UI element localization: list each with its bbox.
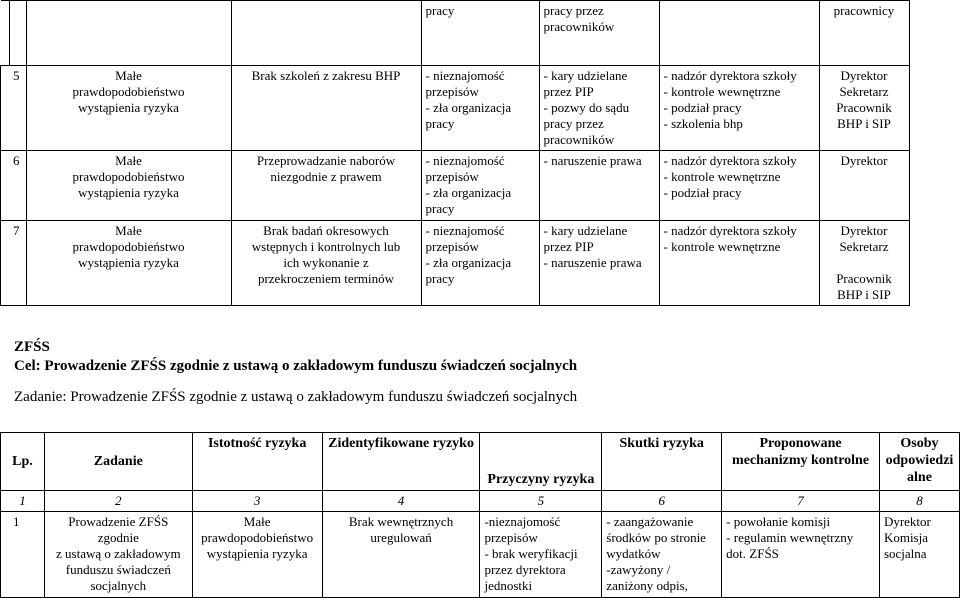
cell-persons: pracownicy [819, 1, 909, 66]
column-number: 3 [192, 491, 322, 512]
column-number: 6 [602, 491, 722, 512]
cell-effects: - kary udzielane przez PIP - pozwy do sądu pracy przez pracowników [539, 66, 659, 151]
cell-causes: pracy [421, 1, 539, 66]
cell-causes: - nieznajomość przepisów - zła organizacja pracy [421, 151, 539, 221]
cell-effects: - zaangażowanie środków po stronie wydatków -zawyżony / zaniżony odpis, [602, 512, 722, 598]
cell-persons: Dyrektor Komisja socjalna [879, 512, 959, 598]
table-row [1, 512, 960, 598]
section-task [14, 388, 944, 407]
header-task: Zadanie [44, 433, 192, 491]
cell-empty [231, 1, 421, 66]
column-number: 7 [722, 491, 880, 512]
cell-causes: - nieznajomość przepisów - zła organizacja pracy [421, 221, 539, 306]
cell-controls: - nadzór dyrektora szkoły - kontrole wewnętrzne [659, 221, 819, 306]
cell-risk: Brak badań okresowych wstępnych i kontrolnych lub ich wykonanie z przekroczeniem terminów [231, 221, 421, 306]
cell-empty [9, 1, 26, 66]
column-number: 2 [44, 491, 192, 512]
cell-effects: - naruszenie prawa [539, 151, 659, 221]
header-causes: Przyczyny ryzyka [480, 433, 602, 491]
column-number-row [1, 491, 960, 512]
cell-causes: - nieznajomość przepisów - zła organizacja pracy [421, 66, 539, 151]
column-number: 1 [1, 491, 45, 512]
header-lp: Lp. [1, 433, 45, 491]
column-number: 4 [322, 491, 480, 512]
cell-probability: Małe prawdopodobieństwo wystąpienia ryzyka [26, 151, 231, 221]
cell-empty [1, 1, 10, 66]
header-mechanisms: Proponowane mechanizmy kontrolne [722, 433, 880, 491]
cell-risk: Brak szkoleń z zakresu BHP [231, 66, 421, 151]
header-identified-risk: Zidentyfikowane ryzyko [322, 433, 480, 491]
cell-identified-risk: Brak wewnętrznych uregulowań [322, 512, 480, 598]
cell-causes: -nieznajomość przepisów - brak weryfikacji przez dyrektora jednostki [480, 512, 602, 598]
cell-probability: Małe prawdopodobieństwo wystąpienia ryzyka [26, 66, 231, 151]
cell-mechanisms: - powołanie komisji - regulamin wewnętrzny dot. ZFŚS [722, 512, 880, 598]
cell-lp: 6 [1, 151, 27, 221]
cell-persons: Dyrektor [819, 151, 909, 221]
column-number: 5 [480, 491, 602, 512]
cell-controls [659, 1, 819, 66]
table-row [1, 221, 910, 306]
cell-persons: Dyrektor Sekretarz Pracownik BHP i SIP [819, 221, 909, 306]
risk-table-zfss [0, 432, 960, 598]
table-row [1, 151, 910, 221]
cell-risk: Przeprowadzanie naborów niezgodnie z prawem [231, 151, 421, 221]
header-significance: Istotność ryzyka [192, 433, 322, 491]
cell-significance: Małe prawdopodobieństwo wystąpienia ryzyka [192, 512, 322, 598]
risk-table-top [0, 0, 910, 306]
zfss-section [14, 338, 944, 407]
cell-effects: pracy przez pracowników [539, 1, 659, 66]
table-row [1, 66, 910, 151]
section-title: ZFŚS [14, 339, 50, 355]
header-persons: Osoby odpowiedzi alne [879, 433, 959, 491]
cell-lp: 7 [1, 221, 27, 306]
table-row-partial [1, 1, 910, 66]
cell-task: Prowadzenie ZFŚS zgodnie z ustawą o zakładowym funduszu świadczeń socjalnych [44, 512, 192, 598]
cell-controls: - nadzór dyrektora szkoły - kontrole wewnętrzne - podział pracy [659, 151, 819, 221]
header-effects: Skutki ryzyka [602, 433, 722, 491]
cell-probability: Małe prawdopodobieństwo wystąpienia ryzyka [26, 221, 231, 306]
header-row [1, 433, 960, 491]
cell-lp: 1 [1, 512, 45, 598]
cell-persons: Dyrektor Sekretarz Pracownik BHP i SIP [819, 66, 909, 151]
task-label: Zadanie [14, 389, 63, 405]
task-text: : Prowadzenie ZFŚS zgodnie z ustawą o zakładowym funduszu świadczeń socjalnych [62, 389, 578, 405]
cell-empty [26, 1, 231, 66]
cell-effects: - kary udzielane przez PIP - naruszenie prawa [539, 221, 659, 306]
cell-lp: 5 [1, 66, 27, 151]
column-number: 8 [879, 491, 959, 512]
section-goal: Cel: Prowadzenie ZFŚS zgodnie z ustawą o zakładowym funduszu świadczeń socjalnych [14, 358, 578, 374]
cell-controls: - nadzór dyrektora szkoły - kontrole wewnętrzne - podział pracy - szkolenia bhp [659, 66, 819, 151]
